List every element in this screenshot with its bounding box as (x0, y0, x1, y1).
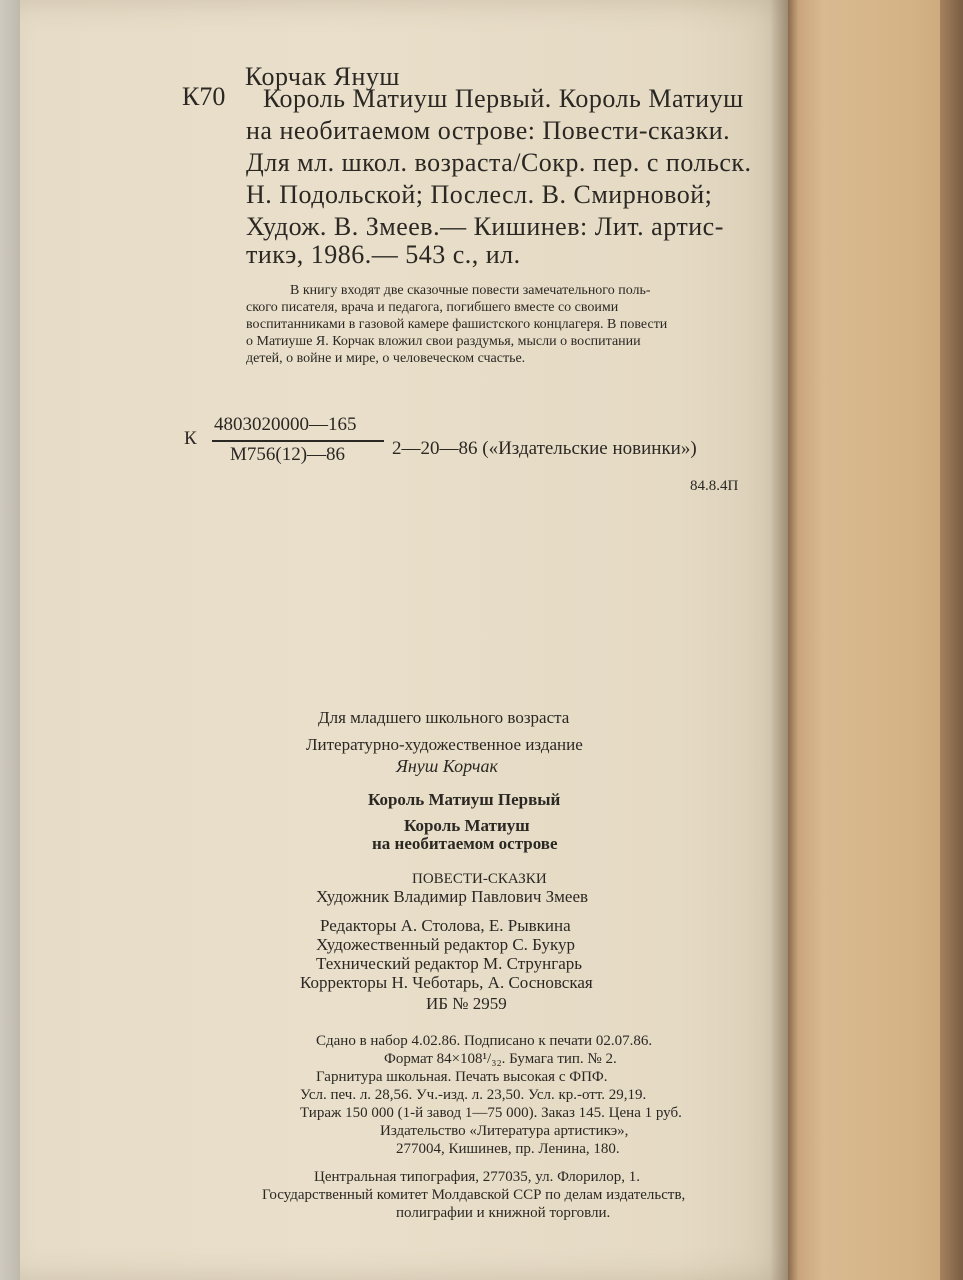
imprint-title-2: Король Матиуш (404, 816, 530, 835)
catalog-line-3: Для мл. школ. возраста/Сокр. пер. с польск. (246, 148, 752, 177)
isbn-numerator: 4803020000—165 (214, 414, 357, 435)
imprint-editors: Редакторы А. Столова, Е. Рывкина (320, 916, 571, 935)
catalog-line-2: на необитаемом острове: Повести-сказки. (246, 116, 731, 145)
imprint-title-3: на необитаемом острове (372, 834, 558, 853)
imprint-artist: Художник Владимир Павлович Змеев (316, 887, 589, 906)
imprint-detail-10: полиграфии и книжной торговли. (396, 1205, 611, 1221)
annotation-line-4: о Матиуше Я. Корчак вложил свои раздумья, мысли о воспитании (246, 334, 641, 349)
annotation-line-3: воспитанниками в газовой камере фашистского концлагеря. В повести (246, 317, 668, 332)
imprint-detail-9: Государственный комитет Молдавской ССР по делам издательств, (262, 1187, 686, 1203)
catalog-line-5: Худож. В. Змеев.— Кишинев: Лит. артис- (246, 212, 724, 241)
imprint-genre: ПОВЕСТИ-СКАЗКИ (412, 871, 547, 887)
imprint-detail-4: Усл. печ. л. 28,56. Уч.-изд. л. 23,50. Усл. кр.-отт. 29,19. (300, 1087, 647, 1103)
imprint-art-editor: Художественный редактор С. Букур (316, 935, 576, 954)
catalog-line-4: Н. Подольской; Послесл. В. Смирновой; (246, 180, 713, 209)
imprint-detail-6: Издательство «Литература артистикэ», (380, 1123, 629, 1139)
catalog-code: К70 (182, 82, 226, 111)
imprint-author: Януш Корчак (396, 756, 498, 776)
catalog-line-6: тикэ, 1986.— 543 с., ил. (246, 240, 521, 269)
book-cover-edge (940, 0, 963, 1280)
isbn-fraction-line (212, 440, 384, 442)
isbn-prefix: К (184, 428, 197, 449)
annotation-line-5: детей, о войне и мире, о человеческом счастье. (246, 351, 526, 366)
bbk-index: 84.8.4П (690, 478, 739, 494)
imprint-detail-8: Центральная типография, 277035, ул. Флорилор, 1. (314, 1169, 640, 1185)
book-page-right-edge (788, 0, 963, 1280)
imprint-detail-7: 277004, Кишинев, пр. Ленина, 180. (396, 1141, 620, 1157)
imprint-proofreaders: Корректоры Н. Чеботарь, А. Сосновская (300, 973, 593, 992)
annotation-line-2: ского писателя, врача и педагога, погибшего вместе со своими (246, 300, 619, 315)
annotation-line-1: В книгу входят две сказочные повести замечательного поль- (290, 283, 651, 298)
imprint-ib-number: ИБ № 2959 (426, 994, 507, 1013)
catalog-line-1: Король Матиуш Первый. Король Матиуш (263, 84, 744, 113)
imprint-detail-5: Тираж 150 000 (1-й завод 1—75 000). Заказ 145. Цена 1 руб. (300, 1105, 682, 1121)
imprint-tech-editor: Технический редактор М. Струнгарь (316, 954, 583, 973)
table-surface (0, 0, 22, 1280)
imprint-title-1: Король Матиуш Первый (368, 790, 561, 809)
imprint-age: Для младшего школьного возраста (318, 708, 570, 727)
imprint-detail-1: Сдано в набор 4.02.86. Подписано к печати 02.07.86. (316, 1033, 653, 1049)
catalog-author: Корчак Януш (245, 62, 400, 91)
isbn-suffix: 2—20—86 («Издательские новинки») (392, 438, 697, 459)
imprint-detail-3: Гарнитура школьная. Печать высокая с ФПФ. (316, 1069, 608, 1085)
isbn-denominator: М756(12)—86 (230, 444, 346, 465)
imprint-detail-2: Формат 84×108¹/₃₂. Бумага тип. № 2. (384, 1051, 617, 1067)
imprint-edition-type: Литературно-художественное издание (306, 735, 583, 754)
